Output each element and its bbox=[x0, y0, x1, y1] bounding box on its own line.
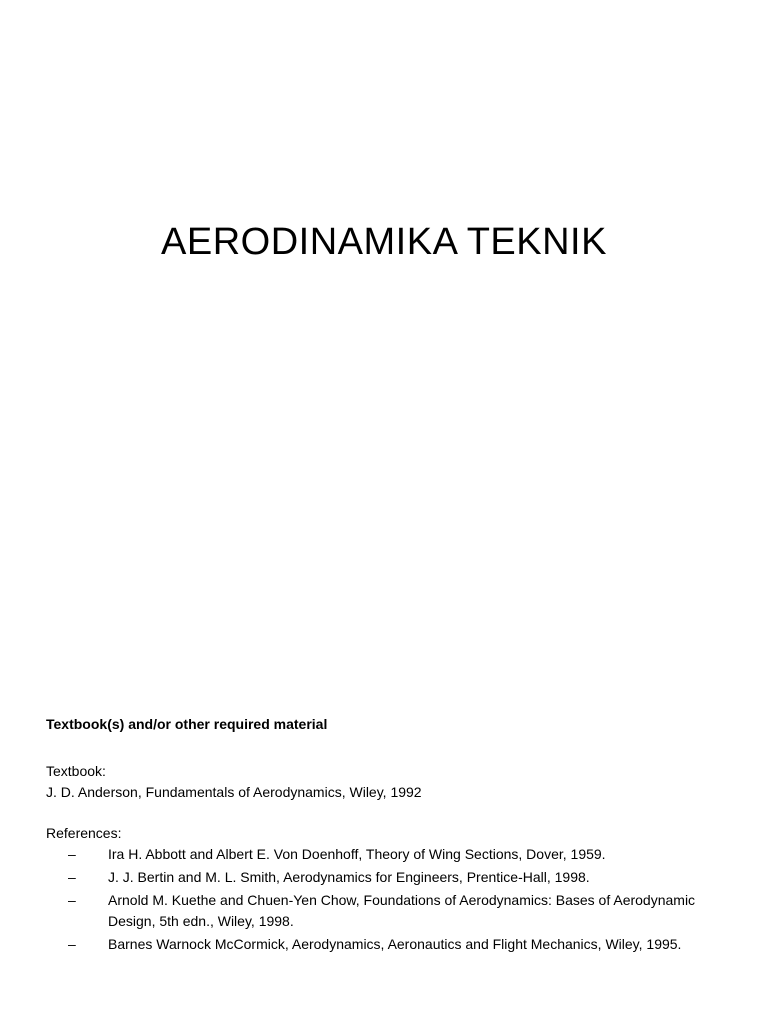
reference-item bbox=[46, 844, 726, 865]
section-heading: Textbook(s) and/or other required material bbox=[46, 716, 328, 732]
reference-item bbox=[46, 890, 726, 932]
reference-text: Ira H. Abbott and Albert E. Von Doenhoff, Theory of Wing Sections, Dover, 1959. bbox=[108, 846, 606, 862]
references-label: References: bbox=[46, 825, 122, 841]
dash-bullet: – bbox=[68, 869, 76, 885]
reference-item bbox=[46, 867, 726, 888]
references-list bbox=[46, 844, 726, 955]
textbook-label: Textbook: bbox=[46, 763, 106, 779]
reference-text: Barnes Warnock McCormick, Aerodynamics, Aeronautics and Flight Mechanics, Wiley, 1995. bbox=[108, 936, 682, 952]
course-materials-section bbox=[46, 714, 726, 957]
dash-bullet: – bbox=[68, 936, 76, 952]
reference-text: Arnold M. Kuethe and Chuen-Yen Chow, Foundations of Aerodynamics: Bases of Aerodynamic Design, 5th edn., Wiley, 1998. bbox=[108, 892, 696, 929]
reference-item bbox=[46, 934, 726, 955]
document-title: AERODINAMIKA TEKNIK bbox=[161, 221, 607, 263]
textbook-entry: J. D. Anderson, Fundamentals of Aerodynamics, Wiley, 1992 bbox=[46, 784, 422, 800]
dash-bullet: – bbox=[68, 892, 76, 908]
dash-bullet: – bbox=[68, 846, 76, 862]
reference-text: J. J. Bertin and M. L. Smith, Aerodynamics for Engineers, Prentice-Hall, 1998. bbox=[108, 869, 590, 885]
